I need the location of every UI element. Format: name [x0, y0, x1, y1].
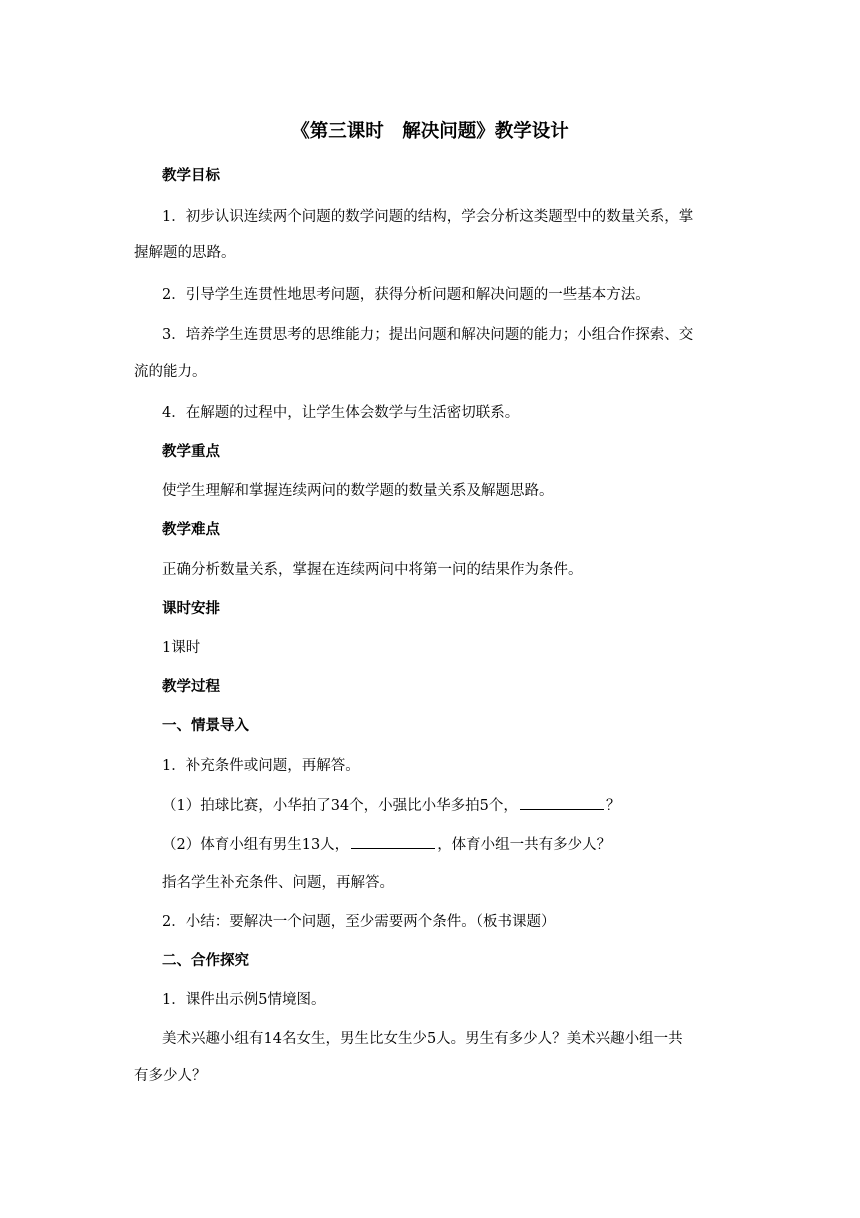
objective-1-line-2: 握解题的思路。 — [134, 245, 236, 261]
document-title: 《第三课时 解决问题》教学设计 — [291, 121, 569, 142]
key-text: 使学生理解和掌握连续两问的数学题的数量关系及解题思路。 — [162, 483, 554, 499]
key-heading: 教学重点 — [162, 444, 220, 460]
part1-question-2-end: ，体育小组一共有多少人？ — [437, 837, 612, 853]
objective-2: 2．引导学生连贯性地思考问题，获得分析问题和解决问题的一些基本方法。 — [162, 287, 650, 303]
part1-question-1-text: （1）拍球比赛，小华拍了34个，小强比小华多拍5个， — [162, 798, 518, 814]
answer-blank — [351, 834, 435, 849]
schedule-text: 1课时 — [162, 640, 201, 656]
objective-1-line-1: 1．初步认识连续两个问题的数学问题的结构，学会分析这类题型中的数量关系，掌 — [162, 209, 694, 225]
schedule-heading: 课时安排 — [162, 601, 220, 617]
part2-heading: 二、合作探究 — [162, 953, 249, 969]
objective-3-line-1: 3．培养学生连贯思考的思维能力；提出问题和解决问题的能力；小组合作探索、交 — [162, 327, 694, 343]
difficulty-heading: 教学难点 — [162, 522, 220, 538]
objective-4: 4．在解题的过程中，让学生体会数学与生活密切联系。 — [162, 405, 520, 421]
part2-example-line-1: 美术兴趣小组有14名女生，男生比女生少5人。男生有多少人？美术兴趣小组一共 — [162, 1031, 683, 1047]
part1-question-2 — [162, 834, 611, 855]
part2-item-1: 1．课件出示例5情境图。 — [162, 992, 326, 1008]
part1-question-2-text: （2）体育小组有男生13人， — [162, 837, 350, 853]
process-heading: 教学过程 — [162, 679, 220, 695]
part1-note: 指名学生补充条件、问题，再解答。 — [162, 875, 394, 891]
objective-3-line-2: 流的能力。 — [134, 364, 207, 380]
part1-question-1-end: ？ — [605, 798, 621, 814]
part1-heading: 一、情景导入 — [162, 718, 249, 734]
answer-blank — [520, 795, 604, 810]
part1-item-1: 1．补充条件或问题，再解答。 — [162, 758, 360, 774]
part1-question-1 — [162, 795, 620, 816]
objectives-heading: 教学目标 — [162, 168, 220, 184]
difficulty-text: 正确分析数量关系，掌握在连续两问中将第一问的结果作为条件。 — [162, 562, 583, 578]
part2-example-line-2: 有多少人？ — [134, 1068, 207, 1084]
part1-item-2: 2．小结：要解决一个问题，至少需要两个条件。（板书课题） — [162, 914, 556, 930]
